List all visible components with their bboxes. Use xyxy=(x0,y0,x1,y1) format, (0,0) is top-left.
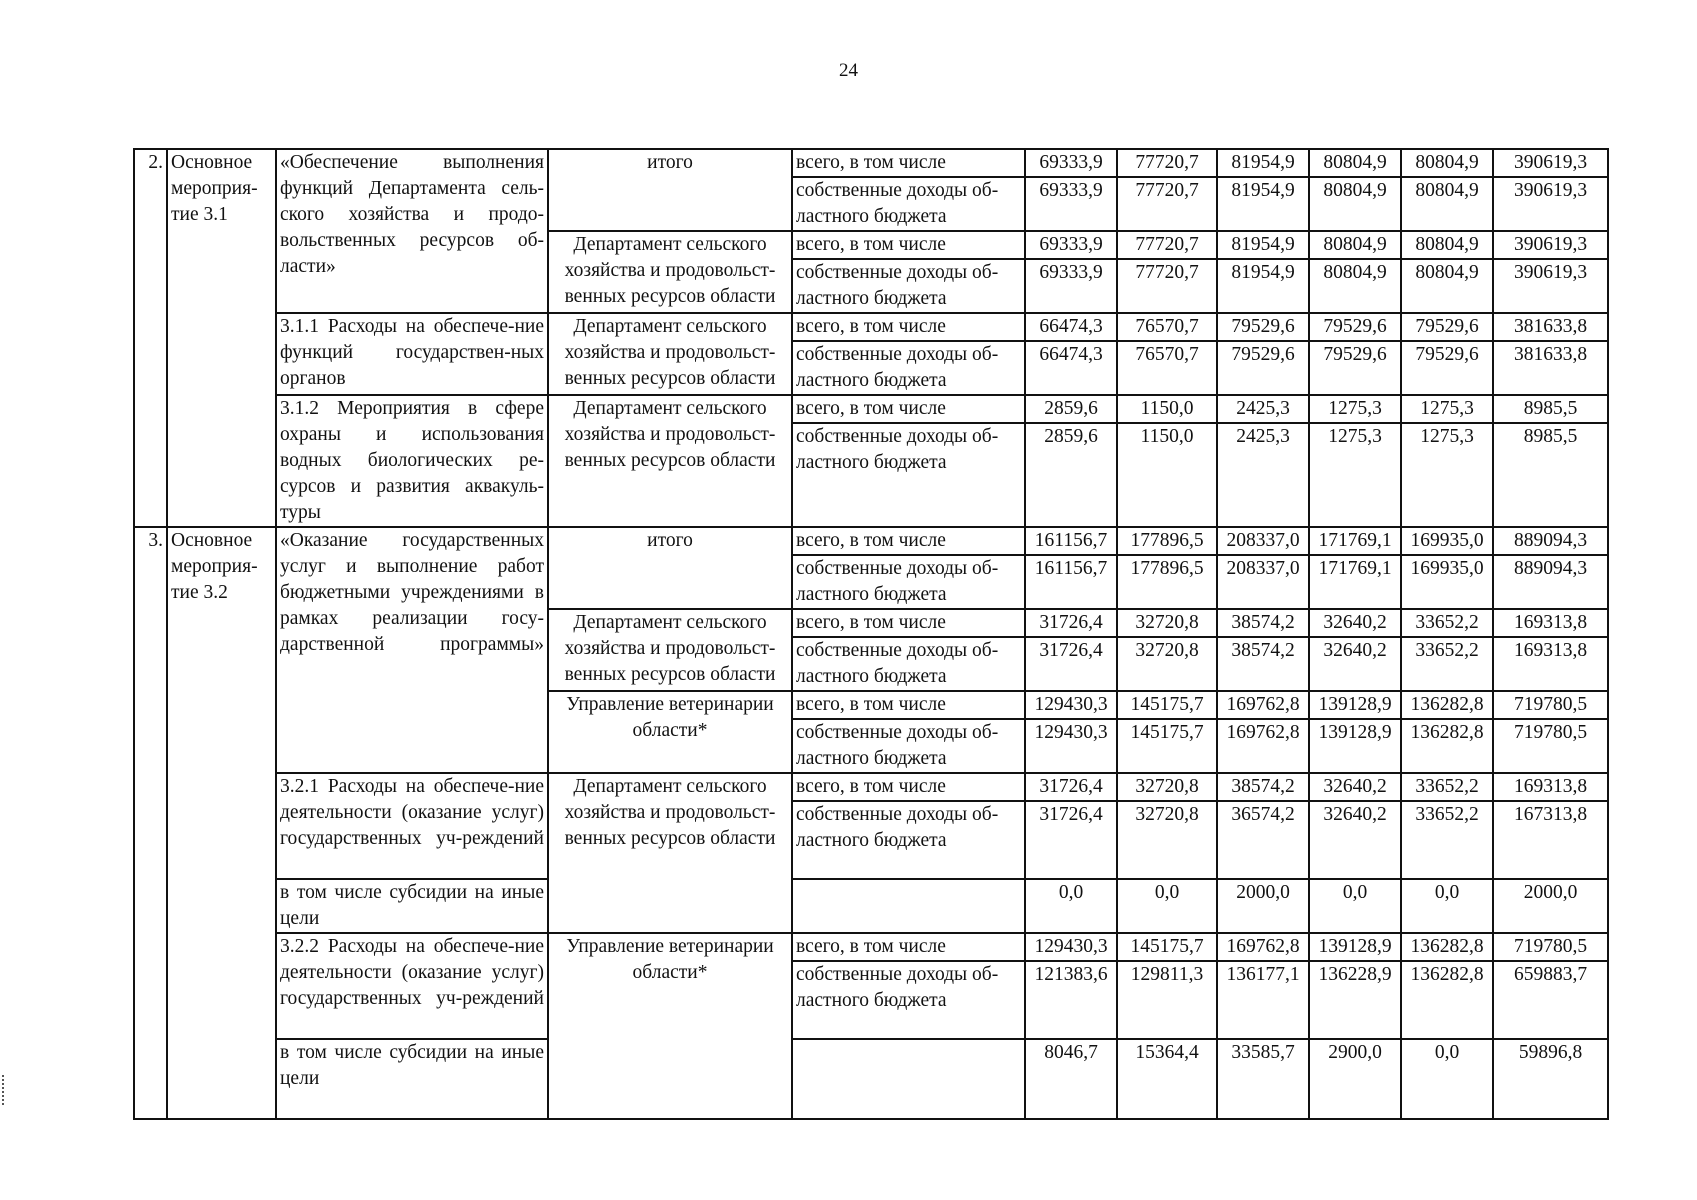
value-cell: 80804,9 xyxy=(1401,177,1493,231)
value-cell: 33652,2 xyxy=(1401,609,1493,637)
value-cell: 1275,3 xyxy=(1401,423,1493,527)
value-cell: 0,0 xyxy=(1025,879,1117,933)
funding-source: собственные доходы об-ластного бюджета xyxy=(792,719,1025,773)
table-row xyxy=(134,313,1674,341)
value-cell: 8985,5 xyxy=(1493,423,1608,527)
funding-source: собственные доходы об-ластного бюджета xyxy=(792,801,1025,879)
scan-artifact xyxy=(2,1075,7,1105)
value-cell: 136228,9 xyxy=(1309,961,1401,1039)
value-cell: 0,0 xyxy=(1117,879,1217,933)
value-cell: 136282,8 xyxy=(1401,719,1493,773)
value-cell: 1150,0 xyxy=(1117,423,1217,527)
responsible-dept: Департамент сельского хозяйства и продовольст-венных ресурсов области xyxy=(548,395,792,527)
value-cell: 31726,4 xyxy=(1025,637,1117,691)
funding-source: всего, в том числе xyxy=(792,149,1025,177)
value-cell: 2425,3 xyxy=(1217,423,1309,527)
subsidy-label: в том числе субсидии на иные цели xyxy=(276,1039,548,1119)
funding-source: всего, в том числе xyxy=(792,313,1025,341)
event-name: «Обеспечение выполнения функций Департамента сель-ского хозяйства и продо-вольственных ресурсов об-ласти» xyxy=(276,149,548,313)
value-cell: 69333,9 xyxy=(1025,177,1117,231)
value-cell: 32640,2 xyxy=(1309,801,1401,879)
table-row xyxy=(134,527,1674,555)
value-cell: 889094,3 xyxy=(1493,555,1608,609)
value-cell: 66474,3 xyxy=(1025,313,1117,341)
table-row xyxy=(134,933,1674,961)
value-cell: 69333,9 xyxy=(1025,259,1117,313)
value-cell: 390619,3 xyxy=(1493,259,1608,313)
value-cell: 659883,7 xyxy=(1493,961,1608,1039)
value-cell: 169313,8 xyxy=(1493,637,1608,691)
value-cell: 177896,5 xyxy=(1117,527,1217,555)
value-cell: 129430,3 xyxy=(1025,719,1117,773)
sub-event-name: 3.1.2 Мероприятия в сфере охраны и использования водных биологических ре-сурсов и развития аквакуль-туры xyxy=(276,395,548,527)
value-cell: 66474,3 xyxy=(1025,341,1117,395)
value-cell: 136177,1 xyxy=(1217,961,1309,1039)
value-cell: 31726,4 xyxy=(1025,609,1117,637)
funding-source: собственные доходы об-ластного бюджета xyxy=(792,341,1025,395)
responsible-dept: Департамент сельского хозяйства и продовольст-венных ресурсов области xyxy=(548,313,792,395)
value-cell: 129430,3 xyxy=(1025,691,1117,719)
value-cell: 79529,6 xyxy=(1401,341,1493,395)
value-cell: 2900,0 xyxy=(1309,1039,1401,1119)
value-cell: 169762,8 xyxy=(1217,691,1309,719)
value-cell: 161156,7 xyxy=(1025,555,1117,609)
value-cell: 719780,5 xyxy=(1493,719,1608,773)
value-cell: 80804,9 xyxy=(1309,231,1401,259)
value-cell: 167313,8 xyxy=(1493,801,1608,879)
value-cell: 145175,7 xyxy=(1117,691,1217,719)
row-index: 3. xyxy=(134,527,167,1119)
value-cell: 129430,3 xyxy=(1025,933,1117,961)
value-cell: 2000,0 xyxy=(1493,879,1608,933)
funding-source xyxy=(792,879,1025,933)
value-cell: 69333,9 xyxy=(1025,231,1117,259)
value-cell: 32640,2 xyxy=(1309,637,1401,691)
value-cell: 15364,4 xyxy=(1117,1039,1217,1119)
value-cell: 121383,6 xyxy=(1025,961,1117,1039)
value-cell: 77720,7 xyxy=(1117,259,1217,313)
funding-source: собственные доходы об-ластного бюджета xyxy=(792,637,1025,691)
funding-source: всего, в том числе xyxy=(792,609,1025,637)
value-cell: 77720,7 xyxy=(1117,177,1217,231)
value-cell: 169935,0 xyxy=(1401,555,1493,609)
value-cell: 381633,8 xyxy=(1493,341,1608,395)
value-cell: 136282,8 xyxy=(1401,691,1493,719)
value-cell: 208337,0 xyxy=(1217,527,1309,555)
value-cell: 381633,8 xyxy=(1493,313,1608,341)
value-cell: 80804,9 xyxy=(1309,259,1401,313)
value-cell: 80804,9 xyxy=(1401,259,1493,313)
value-cell: 79529,6 xyxy=(1309,341,1401,395)
funding-source: всего, в том числе xyxy=(792,691,1025,719)
funding-source: собственные доходы об-ластного бюджета xyxy=(792,961,1025,1039)
value-cell: 32720,8 xyxy=(1117,773,1217,801)
sub-event-name: 3.1.1 Расходы на обеспече-ние функций государствен-ных органов xyxy=(276,313,548,395)
value-cell: 77720,7 xyxy=(1117,149,1217,177)
sub-event-name: 3.2.1 Расходы на обеспече-ние деятельности (оказание услуг) государственных уч-реждений xyxy=(276,773,548,879)
funding-source: собственные доходы об-ластного бюджета xyxy=(792,423,1025,527)
funding-source: собственные доходы об-ластного бюджета xyxy=(792,555,1025,609)
responsible-dept: Департамент сельского хозяйства и продовольст-венных ресурсов области xyxy=(548,773,792,933)
value-cell: 8046,7 xyxy=(1025,1039,1117,1119)
table-row xyxy=(134,395,1674,423)
funding-source: всего, в том числе xyxy=(792,933,1025,961)
funding-source: собственные доходы об-ластного бюджета xyxy=(792,259,1025,313)
value-cell: 2425,3 xyxy=(1217,395,1309,423)
value-cell: 171769,1 xyxy=(1309,555,1401,609)
value-cell: 169762,8 xyxy=(1217,719,1309,773)
value-cell: 208337,0 xyxy=(1217,555,1309,609)
subsidy-label: в том числе субсидии на иные цели xyxy=(276,879,548,933)
value-cell: 81954,9 xyxy=(1217,259,1309,313)
budget-table xyxy=(133,148,1675,1120)
value-cell: 8985,5 xyxy=(1493,395,1608,423)
value-cell: 139128,9 xyxy=(1309,719,1401,773)
responsible-total: итого xyxy=(548,149,792,231)
value-cell: 77720,7 xyxy=(1117,231,1217,259)
value-cell: 79529,6 xyxy=(1217,313,1309,341)
value-cell: 161156,7 xyxy=(1025,527,1117,555)
funding-source: всего, в том числе xyxy=(792,231,1025,259)
value-cell: 129811,3 xyxy=(1117,961,1217,1039)
responsible-total: итого xyxy=(548,527,792,609)
funding-source xyxy=(792,1039,1025,1119)
responsible-vet: Управление ветеринарии области* xyxy=(548,691,792,773)
value-cell: 38574,2 xyxy=(1217,773,1309,801)
value-cell: 81954,9 xyxy=(1217,177,1309,231)
funding-source: всего, в том числе xyxy=(792,773,1025,801)
value-cell: 2000,0 xyxy=(1217,879,1309,933)
value-cell: 169762,8 xyxy=(1217,933,1309,961)
value-cell: 32720,8 xyxy=(1117,637,1217,691)
value-cell: 76570,7 xyxy=(1117,313,1217,341)
value-cell: 169313,8 xyxy=(1493,609,1608,637)
value-cell: 0,0 xyxy=(1401,1039,1493,1119)
value-cell: 32640,2 xyxy=(1309,609,1401,637)
value-cell: 390619,3 xyxy=(1493,177,1608,231)
main-event-label: Основное мероприя-тие 3.1 xyxy=(167,149,276,527)
table-row xyxy=(134,879,1674,933)
value-cell: 80804,9 xyxy=(1401,149,1493,177)
value-cell: 169935,0 xyxy=(1401,527,1493,555)
responsible-dept: Департамент сельского хозяйства и продовольст-венных ресурсов области xyxy=(548,609,792,691)
value-cell: 171769,1 xyxy=(1309,527,1401,555)
value-cell: 139128,9 xyxy=(1309,691,1401,719)
value-cell: 79529,6 xyxy=(1217,341,1309,395)
funding-source: всего, в том числе xyxy=(792,527,1025,555)
value-cell: 79529,6 xyxy=(1401,313,1493,341)
value-cell: 136282,8 xyxy=(1401,933,1493,961)
value-cell: 81954,9 xyxy=(1217,149,1309,177)
value-cell: 31726,4 xyxy=(1025,801,1117,879)
value-cell: 2859,6 xyxy=(1025,423,1117,527)
value-cell: 33652,2 xyxy=(1401,773,1493,801)
value-cell: 80804,9 xyxy=(1401,231,1493,259)
value-cell: 33652,2 xyxy=(1401,637,1493,691)
value-cell: 80804,9 xyxy=(1309,177,1401,231)
value-cell: 59896,8 xyxy=(1493,1039,1608,1119)
value-cell: 390619,3 xyxy=(1493,149,1608,177)
value-cell: 38574,2 xyxy=(1217,637,1309,691)
value-cell: 32720,8 xyxy=(1117,801,1217,879)
funding-source: всего, в том числе xyxy=(792,395,1025,423)
value-cell: 169313,8 xyxy=(1493,773,1608,801)
value-cell: 38574,2 xyxy=(1217,609,1309,637)
row-index: 2. xyxy=(134,149,167,527)
value-cell: 79529,6 xyxy=(1309,313,1401,341)
responsible-dept: Департамент сельского хозяйства и продовольст-венных ресурсов области xyxy=(548,231,792,313)
value-cell: 1275,3 xyxy=(1309,395,1401,423)
value-cell: 1275,3 xyxy=(1401,395,1493,423)
value-cell: 177896,5 xyxy=(1117,555,1217,609)
value-cell: 719780,5 xyxy=(1493,933,1608,961)
value-cell: 69333,9 xyxy=(1025,149,1117,177)
table-row xyxy=(134,1039,1674,1119)
value-cell: 32640,2 xyxy=(1309,773,1401,801)
value-cell: 80804,9 xyxy=(1309,149,1401,177)
value-cell: 0,0 xyxy=(1309,879,1401,933)
value-cell: 36574,2 xyxy=(1217,801,1309,879)
table-row xyxy=(134,773,1674,801)
table-row xyxy=(134,149,1674,177)
page-number: 24 xyxy=(839,60,858,81)
value-cell: 33585,7 xyxy=(1217,1039,1309,1119)
value-cell: 33652,2 xyxy=(1401,801,1493,879)
main-event-label: Основное мероприя-тие 3.2 xyxy=(167,527,276,1119)
value-cell: 1275,3 xyxy=(1309,423,1401,527)
value-cell: 1150,0 xyxy=(1117,395,1217,423)
value-cell: 76570,7 xyxy=(1117,341,1217,395)
spacer xyxy=(1608,149,1674,177)
value-cell: 390619,3 xyxy=(1493,231,1608,259)
funding-source: собственные доходы об-ластного бюджета xyxy=(792,177,1025,231)
event-name: «Оказание государственных услуг и выполнение работ бюджетными учреждениями в рамках реализации госу-дарственной программы» xyxy=(276,527,548,773)
value-cell: 145175,7 xyxy=(1117,933,1217,961)
value-cell: 0,0 xyxy=(1401,879,1493,933)
value-cell: 145175,7 xyxy=(1117,719,1217,773)
value-cell: 719780,5 xyxy=(1493,691,1608,719)
responsible-vet: Управление ветеринарии области* xyxy=(548,933,792,1119)
value-cell: 32720,8 xyxy=(1117,609,1217,637)
value-cell: 136282,8 xyxy=(1401,961,1493,1039)
value-cell: 81954,9 xyxy=(1217,231,1309,259)
value-cell: 2859,6 xyxy=(1025,395,1117,423)
sub-event-name: 3.2.2 Расходы на обеспече-ние деятельности (оказание услуг) государственных уч-реждений xyxy=(276,933,548,1039)
value-cell: 139128,9 xyxy=(1309,933,1401,961)
value-cell: 889094,3 xyxy=(1493,527,1608,555)
value-cell: 31726,4 xyxy=(1025,773,1117,801)
